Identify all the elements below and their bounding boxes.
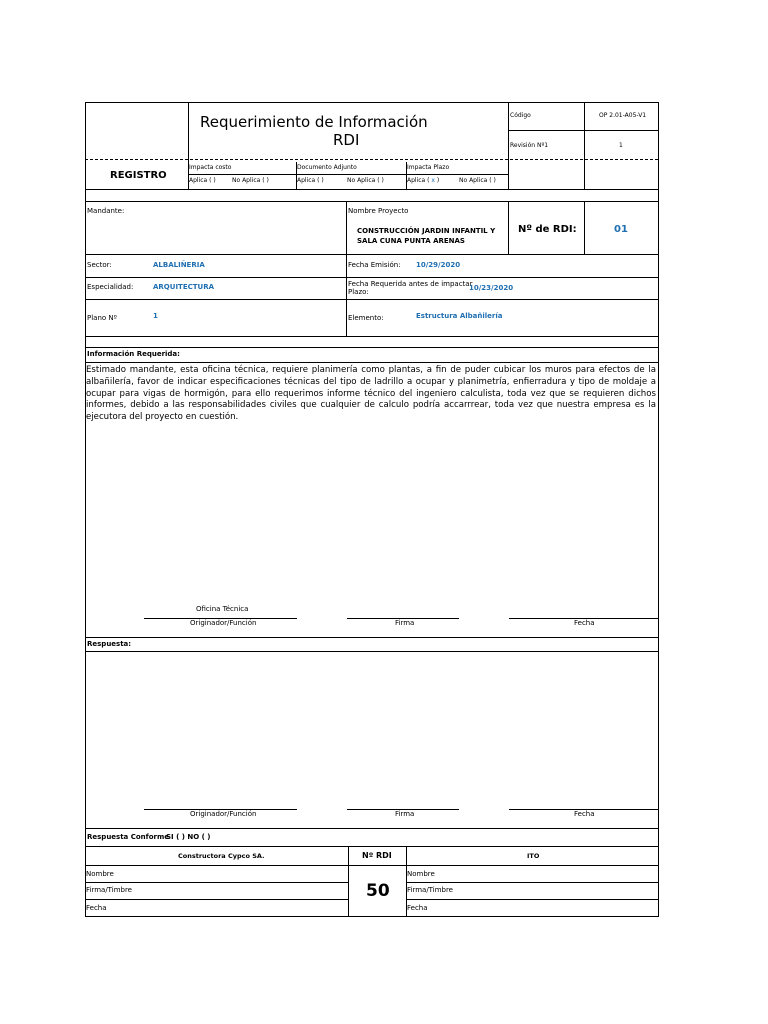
fecha-requerida-value: 10/23/2020 — [469, 284, 514, 292]
documento-adjunto-aplica[interactable]: Aplica ( ) — [297, 177, 324, 184]
especialidad-label: Especialidad: — [87, 283, 134, 291]
rdi-label-bottom: Nº RDI — [362, 851, 392, 860]
right-nombre-label: Nombre — [407, 870, 435, 878]
respuesta-heading: Respuesta: — [87, 640, 132, 648]
nombre-proyecto-value-line1: CONSTRUCCIÓN JARDIN INFANTIL Y — [357, 227, 496, 235]
request-body: Estimado mandante, esta oficina técnica, requiere planimería como plantas, a fin de puder cubicar los muros para efectos de la albañilería, favor de indicar especificaciones técnicas del tipo de ladrillo a ocupar y planimetría, enfierradura y tipo de moldaje a ocupar para vigas de hormigón, para ello requerimos informe técnico del ingeniero calculista, toda vez que se requieren dichos informes, debido a las responsabilidades civiles que cualquier de calculo podría accarrrear, toda vez que nuestra empresa es la ejecutora del proyecto en cuestión. — [86, 365, 656, 423]
response-originador-label: Originador/Función — [190, 810, 257, 818]
request-fecha-label: Fecha — [574, 619, 595, 627]
impacta-costo-aplica[interactable]: Aplica ( ) — [189, 177, 216, 184]
impacta-plazo-label: Impacta Plazo — [407, 164, 450, 171]
fecha-requerida-label-line1: Fecha Requerida antes de impactar — [348, 280, 473, 288]
codigo-value: OP 2.01-A05-V1 — [599, 112, 647, 119]
informacion-requerida-heading: Información Requerida: — [87, 350, 180, 358]
form-title: Requerimiento de Información — [200, 113, 428, 131]
registro-label: REGISTRO — [110, 170, 167, 181]
impacta-plazo-mark: x — [431, 177, 435, 184]
response-fecha-label: Fecha — [574, 810, 595, 818]
nombre-proyecto-label: Nombre Proyecto — [348, 207, 409, 215]
revision-value: 1 — [619, 142, 623, 149]
response-firma-label: Firma — [395, 810, 415, 818]
rdi-number-value: 01 — [614, 224, 628, 235]
fecha-emision-label: Fecha Emisión: — [348, 261, 401, 269]
plano-value: 1 — [153, 312, 158, 320]
plano-label: Plano Nº — [87, 314, 117, 322]
left-nombre-label: Nombre — [86, 870, 114, 878]
mandante-label: Mandante: — [87, 207, 125, 215]
rdi-number-label: Nº de RDI: — [518, 224, 577, 235]
respuesta-conforme-label: Respuesta Conforme — [87, 833, 169, 841]
documento-adjunto-label: Documento Adjunto — [297, 164, 357, 171]
request-signer: Oficina Técnica — [196, 605, 249, 613]
fecha-emision-value: 10/29/2020 — [416, 261, 461, 269]
right-firma-timbre-label: Firma/Timbre — [407, 886, 453, 894]
right-fecha-label: Fecha — [407, 904, 428, 912]
impacta-plazo-aplica[interactable]: Aplica ( x ) — [407, 177, 440, 184]
sector-value: ALBALIÑERIA — [153, 261, 205, 269]
sector-label: Sector: — [87, 261, 112, 269]
constructora-name: Constructora Cypco SA. — [178, 852, 265, 860]
rdi-number-large: 50 — [366, 881, 390, 901]
especialidad-value: ARQUITECTURA — [153, 283, 215, 291]
request-firma-label: Firma — [395, 619, 415, 627]
revision-label: Revisión Nº1 — [510, 142, 549, 149]
response-area[interactable] — [86, 652, 658, 807]
codigo-label: Código — [510, 112, 531, 119]
documento-adjunto-no-aplica[interactable]: No Aplica ( ) — [347, 177, 384, 184]
nombre-proyecto-value-line2: SALA CUNA PUNTA ARENAS — [357, 237, 465, 245]
elemento-value: Estructura Albañilería — [416, 312, 503, 320]
left-fecha-label: Fecha — [86, 904, 107, 912]
impacta-costo-no-aplica[interactable]: No Aplica ( ) — [232, 177, 269, 184]
impacta-plazo-no-aplica[interactable]: No Aplica ( ) — [459, 177, 496, 184]
fecha-requerida-label-line2: Plazo: — [348, 288, 369, 296]
form-subtitle: RDI — [333, 131, 360, 149]
request-originador-label: Originador/Función — [190, 619, 257, 627]
elemento-label: Elemento: — [348, 314, 384, 322]
impacta-costo-label: Impacta costo — [189, 164, 232, 171]
respuesta-conforme-options[interactable]: SI ( ) NO ( ) — [166, 833, 211, 841]
left-firma-timbre-label: Firma/Timbre — [86, 886, 132, 894]
ito-label: ITO — [527, 852, 540, 860]
